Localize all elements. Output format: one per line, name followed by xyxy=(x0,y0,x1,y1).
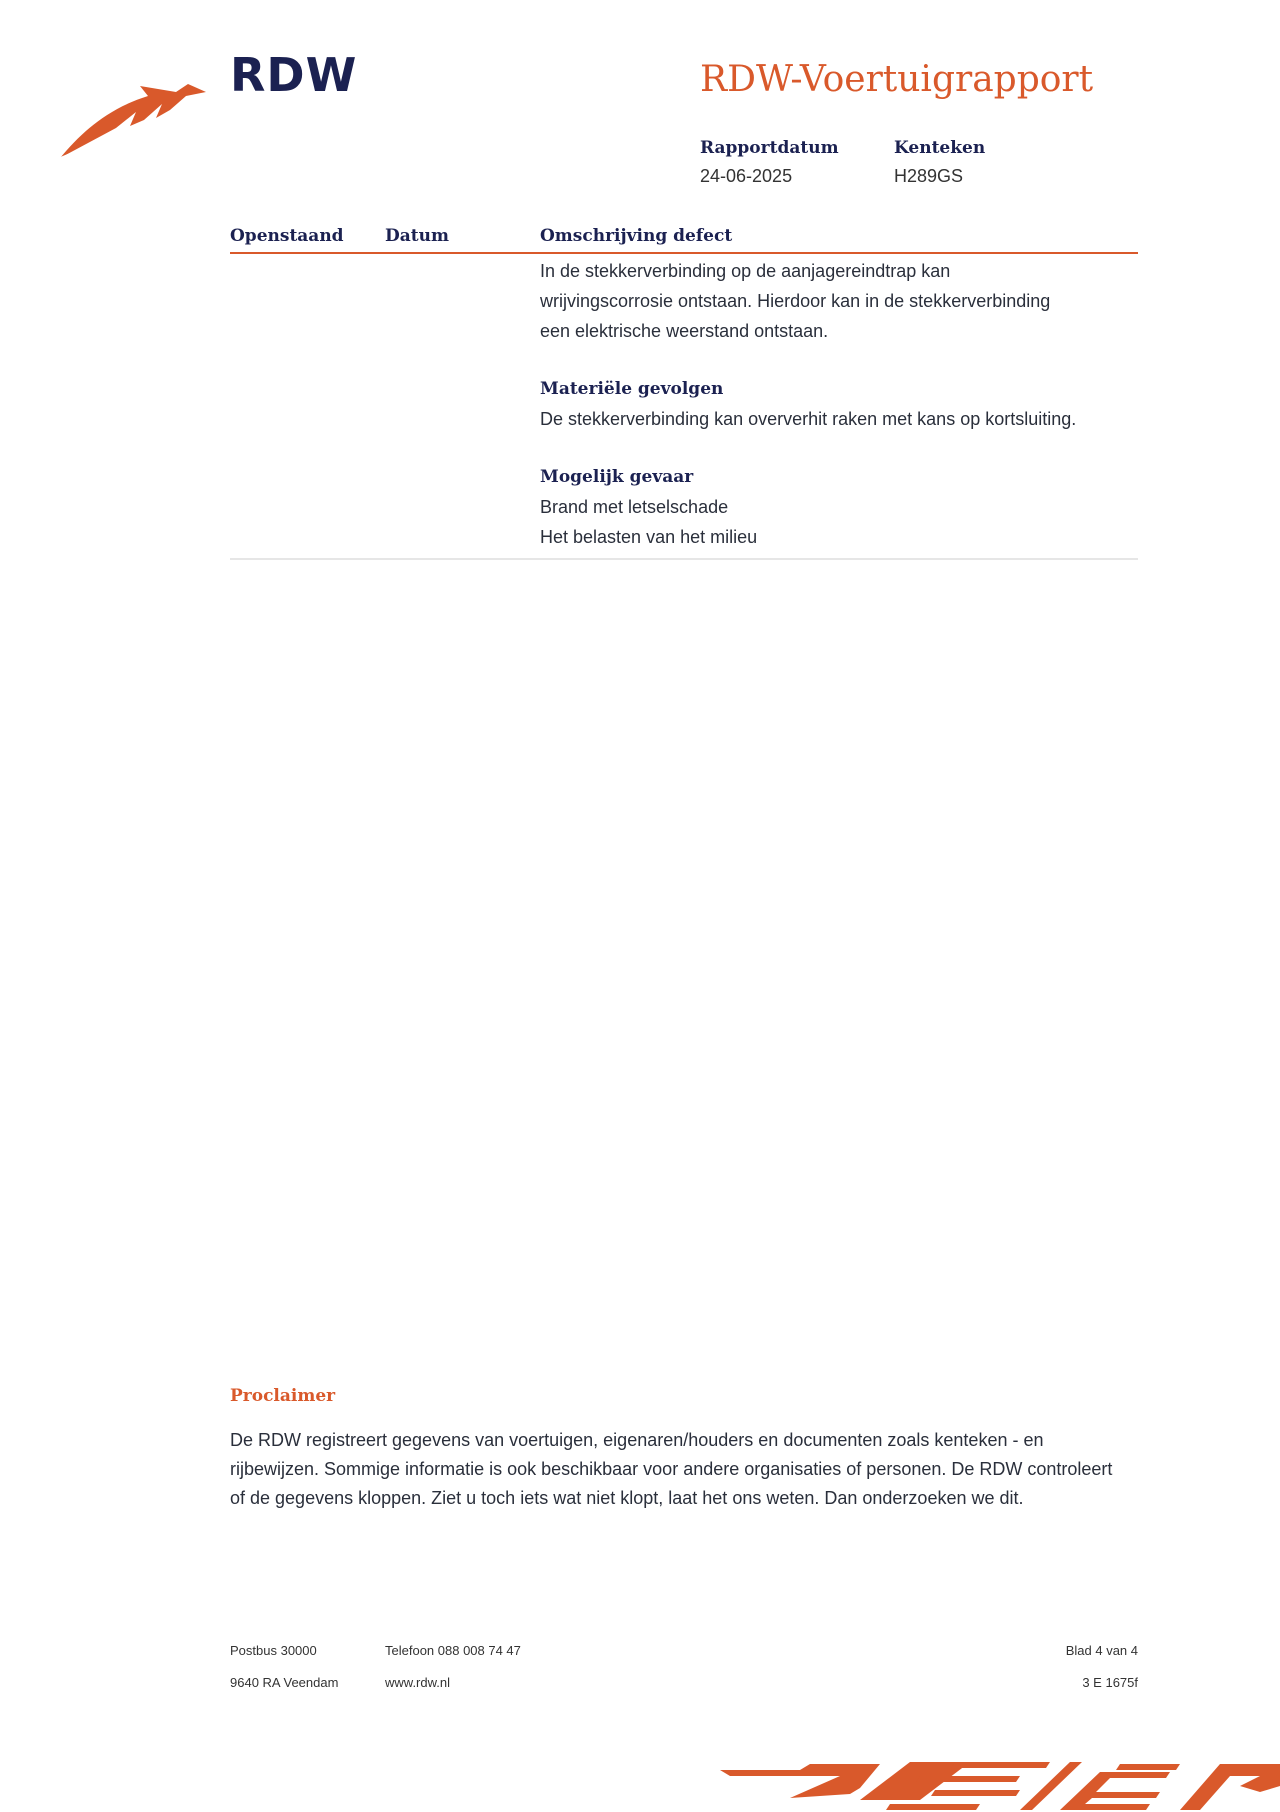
table-row xyxy=(230,254,1138,560)
table-header xyxy=(230,224,1138,254)
possible-danger-heading: Mogelijk gevaar xyxy=(540,467,694,487)
description-line: wrijvingscorrosie ontstaan. Hierdoor kan in de stekkerverbinding xyxy=(540,291,1051,311)
rdw-feather-logo-icon xyxy=(58,82,208,162)
report-date-block xyxy=(700,138,839,187)
description-cell xyxy=(540,254,1140,558)
defects-table xyxy=(230,224,1138,560)
footer-phone: Telefoon 088 008 74 47 xyxy=(385,1643,521,1658)
column-header-open: Openstaand xyxy=(230,226,344,246)
material-consequences-text: De stekkerverbinding kan oververhit raken met kans op kortsluiting. xyxy=(540,409,1077,429)
report-date-label: Rapportdatum xyxy=(700,138,839,158)
report-date-value: 24-06-2025 xyxy=(700,166,793,186)
plate-block xyxy=(894,138,985,187)
danger-item: Brand met letselschade xyxy=(540,497,729,517)
possible-danger-list xyxy=(540,492,1140,552)
disclaimer-title: Proclaimer xyxy=(230,1386,336,1406)
description-line: een elektrische weerstand ontstaan. xyxy=(540,321,829,341)
footer-page-number: Blad 4 van 4 xyxy=(1065,1643,1138,1658)
column-header-description: Omschrijving defect xyxy=(540,226,733,246)
footer-postbus: Postbus 30000 xyxy=(230,1643,317,1658)
report-title: RDW-Voertuigrapport xyxy=(700,59,1094,100)
brand-name: RDW xyxy=(230,48,358,102)
column-header-date: Datum xyxy=(385,226,449,246)
footer-code: 3 E 1675f xyxy=(1082,1675,1138,1690)
material-consequences-heading: Materiële gevolgen xyxy=(540,379,724,399)
rdw-stripes-graphic xyxy=(720,1742,1280,1812)
disclaimer-text: De RDW registreert gegevens van voertuigen, eigenaren/houders en documenten zoals kenteken - en rijbewijzen. Sommige informatie is ook beschikbaar voor andere organisaties of personen. De RDW controleert of de gegevens kloppen. Ziet u toch iets wat niet klopt, laat het ons weten. Dan onderzoeken we dit. xyxy=(230,1430,1113,1508)
description-line: In de stekkerverbinding op de aanjagereindtrap kan xyxy=(540,261,951,281)
footer-city: 9640 RA Veendam xyxy=(230,1675,339,1690)
plate-label: Kenteken xyxy=(894,138,986,158)
danger-item: Het belasten van het milieu xyxy=(540,527,758,547)
footer-website[interactable]: www.rdw.nl xyxy=(385,1675,451,1690)
plate-value: H289GS xyxy=(894,166,964,186)
